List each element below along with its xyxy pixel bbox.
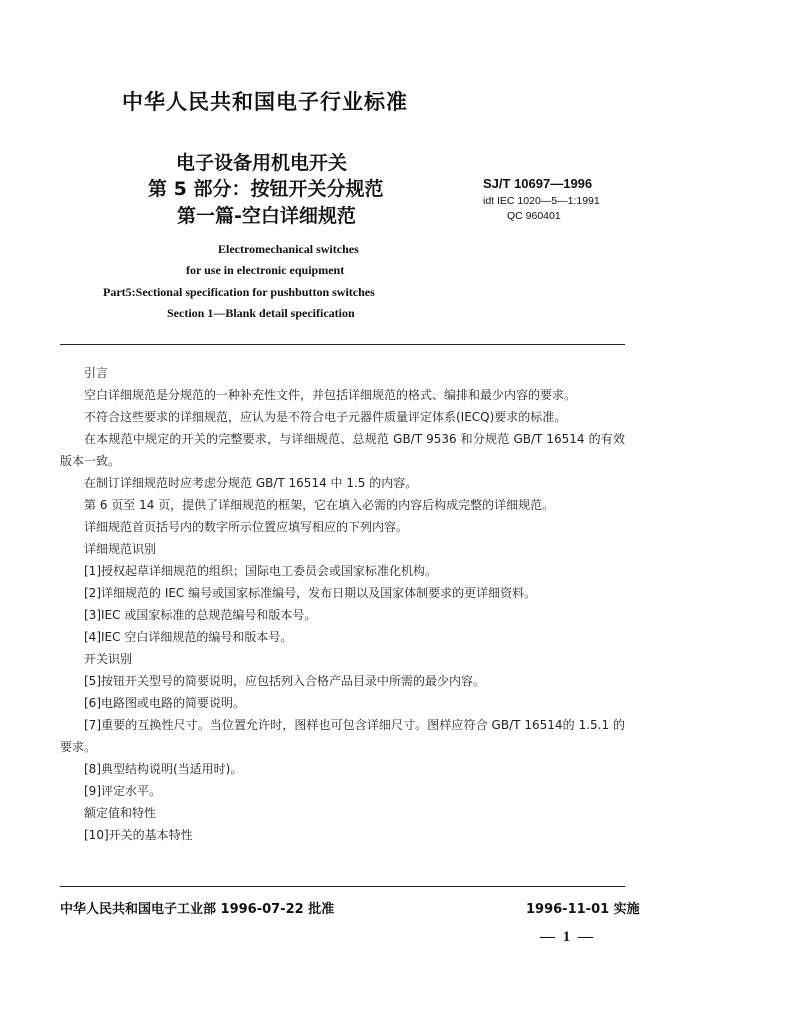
body-paragraph: 引言 bbox=[84, 366, 109, 380]
idt-reference: idt IEC 1020—5—1:1991 bbox=[483, 195, 600, 207]
chinese-title-line-3: 第一篇-空白详细规范 bbox=[177, 205, 356, 227]
body-paragraph: 详细规范首页括号内的数字所示位置应填写相应的下列内容。 bbox=[84, 520, 409, 534]
body-paragraph: [5]按钮开关型号的简要说明，应包括列入合格产品目录中所需的最少内容。 bbox=[84, 674, 486, 688]
qc-number: QC 960401 bbox=[507, 210, 561, 222]
body-paragraph: 第 6 页至 14 页，提供了详细规范的框架，它在填入必需的内容后构成完整的详细规范。 bbox=[84, 498, 555, 512]
body-paragraph: 在本规范中规定的开关的完整要求，与详细规范、总规范 GB/T 9536 和分规范 GB/T 16514 的有效版本一致。 bbox=[60, 432, 625, 468]
body-paragraph: 详细规范识别 bbox=[84, 542, 157, 556]
chinese-title-line-1: 电子设备用机电开关 bbox=[176, 152, 348, 174]
body-paragraph: 空白详细规范是分规范的一种补充性文件，并包括详细规范的格式、编排和最少内容的要求。 bbox=[84, 388, 577, 402]
english-title-line-2: for use in electronic equipment bbox=[186, 263, 345, 277]
body-paragraph: [8]典型结构说明(当适用时)。 bbox=[84, 762, 243, 776]
body-paragraph: 额定值和特性 bbox=[84, 806, 157, 820]
header-divider bbox=[60, 344, 625, 345]
standard-number: SJ/T 10697—1996 bbox=[483, 176, 593, 191]
body-paragraph: [3]IEC 或国家标准的总规范编号和版本号。 bbox=[84, 608, 317, 622]
body-paragraph: [4]IEC 空白详细规范的编号和版本号。 bbox=[84, 630, 293, 644]
body-paragraph: 开关识别 bbox=[84, 652, 133, 666]
body-paragraph: [6]电路图或电路的简要说明。 bbox=[84, 696, 245, 710]
body-paragraph: [1]授权起草详细规范的组织；国际电工委员会或国家标准化机构。 bbox=[84, 564, 438, 578]
english-title-line-1: Electromechanical switches bbox=[218, 242, 359, 256]
body-paragraph: 不符合这些要求的详细规范，应认为是不符合电子元器件质量评定体系(IECQ)要求的标准。 bbox=[84, 410, 567, 424]
body-text bbox=[60, 362, 625, 846]
body-paragraph: [9]评定水平。 bbox=[84, 784, 161, 798]
standard-category-title: 中华人民共和国电子行业标准 bbox=[122, 90, 408, 114]
english-title-line-3: Part5:Sectional specification for pushbutton switches bbox=[103, 285, 375, 299]
page-number: — 1 — bbox=[540, 929, 595, 945]
english-title-line-4: Section 1—Blank detail specification bbox=[167, 306, 355, 320]
chinese-title-line-2: 第 5 部分：按钮开关分规范 bbox=[148, 178, 384, 200]
body-paragraph: [7]重要的互换性尺寸。当位置允许时，图样也可包含详细尺寸。图样应符合 GB/T 16514的 1.5.1 的要求。 bbox=[60, 718, 625, 754]
body-paragraph: [2]详细规范的 IEC 编号或国家标准编号，发布日期以及国家体制要求的更详细资料。 bbox=[84, 586, 537, 600]
body-paragraph: 在制订详细规范时应考虑分规范 GB/T 16514 中 1.5 的内容。 bbox=[84, 476, 418, 490]
standard-codes bbox=[483, 176, 600, 222]
body-paragraph: [10]开关的基本特性 bbox=[84, 828, 193, 842]
approval-line: 中华人民共和国电子工业部 1996-07-22 批准 bbox=[60, 902, 335, 917]
effective-date: 1996-11-01 实施 bbox=[526, 902, 640, 917]
footer-divider bbox=[60, 886, 625, 887]
